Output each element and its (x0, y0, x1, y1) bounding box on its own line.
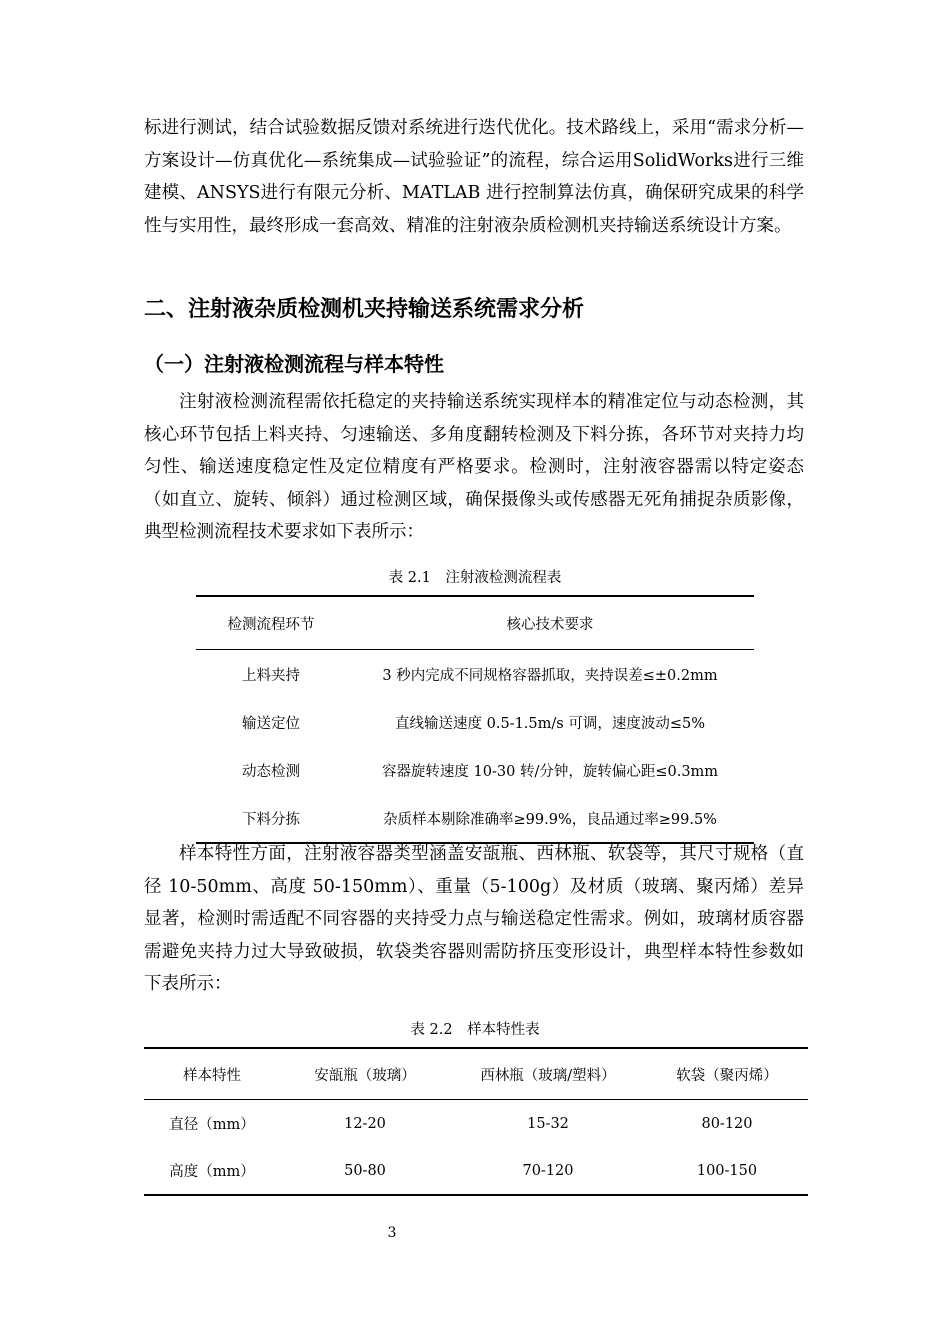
process-paragraph: 注射液检测流程需依托稳定的夹持输送系统实现样本的精准定位与动态检测，其核心环节包括上料夹持、匀速输送、多角度翻转检测及下料分拣，各环节对夹持力均匀性、输送速度稳定性及定位精度有严格要求。检测时，注射液容器需以特定姿态（如直立、旋转、倾斜）通过检测区域，确保摄像头或传感器无死角捕捉杂质影像，典型检测流程技术要求如下表所示： (144, 392, 804, 542)
table-row (196, 746, 754, 794)
table-header-cell: 核心技术要求 (346, 596, 754, 650)
table-cell: 容器旋转速度 10-30 转/分钟，旋转偏心距≤0.3mm (381, 763, 719, 780)
table-header-cell: 检测流程环节 (196, 596, 346, 650)
table-row (144, 1100, 808, 1148)
page-number: 3 (387, 1225, 397, 1241)
table-row (196, 698, 754, 746)
table-cell: 15-32 (527, 1115, 569, 1132)
table-cell: 高度（mm） (169, 1164, 255, 1180)
table-cell: 直线输送速度 0.5-1.5m/s 可调，速度波动≤5% (395, 715, 705, 732)
table-row (196, 794, 754, 843)
table-cell: 100-150 (696, 1162, 758, 1179)
intro-paragraph: 标进行测试，结合试验数据反馈对系统进行迭代优化。技术路线上，采用“需求分析—方案设计—仿真优化—系统集成—试验验证”的流程，综合运用SolidWorks进行三维建模、ANSYS进行有限元分析、MATLAB 进行控制算法仿真，确保研究成果的科学性与实用性，最终形成一套高效、精准的注射液杂质检测机夹持输送系统设计方案。 (144, 118, 804, 236)
section-heading: 二、注射液杂质检测机夹持输送系统需求分析 (144, 297, 585, 322)
table-cell: 12-20 (344, 1115, 386, 1132)
sample-table (144, 1047, 808, 1196)
table2-caption: 表 2.2 样本特性表 (410, 1022, 540, 1038)
table-row (196, 650, 754, 699)
table-cell: 上料夹持 (242, 667, 300, 684)
table-cell: 80-120 (701, 1115, 753, 1132)
process-table (196, 595, 754, 844)
table-cell: 50-80 (344, 1162, 386, 1179)
table-row (144, 1147, 808, 1195)
table-cell: 下料分拣 (242, 811, 300, 828)
table-cell: 输送定位 (242, 715, 300, 732)
table-cell: 3 秒内完成不同规格容器抓取，夹持误差≤±0.2mm (382, 667, 718, 684)
table-header-cell: 安瓿瓶（玻璃） (280, 1048, 450, 1100)
table-cell: 直径（mm） (169, 1117, 255, 1133)
table-header-row (144, 1048, 808, 1100)
table1-caption: 表 2.1 注射液检测流程表 (388, 570, 562, 586)
table-header-cell: 样本特性 (144, 1048, 280, 1100)
table-header-row (196, 596, 754, 650)
table-header-cell: 西林瓶（玻璃/塑料） (450, 1048, 646, 1100)
table-cell: 杂质样本剔除准确率≥99.9%，良品通过率≥99.5% (383, 811, 717, 828)
table-header-cell: 软袋（聚丙烯） (646, 1048, 808, 1100)
subsection-heading: （一）注射液检测流程与样本特性 (144, 352, 444, 376)
sample-paragraph: 样本特性方面，注射液容器类型涵盖安瓿瓶、西林瓶、软袋等，其尺寸规格（直径 10-50mm、高度 50-150mm）、重量（5-100g）及材质（玻璃、聚丙烯）差异显著，检测时需适配不同容器的夹持受力点与输送稳定性需求。例如，玻璃材质容器需避免夹持力过大导致破损，软袋类容器则需防挤压变形设计，典型样本特性参数如下表所示： (144, 844, 804, 994)
table-cell: 动态检测 (242, 763, 300, 780)
table-cell: 70-120 (522, 1162, 574, 1179)
